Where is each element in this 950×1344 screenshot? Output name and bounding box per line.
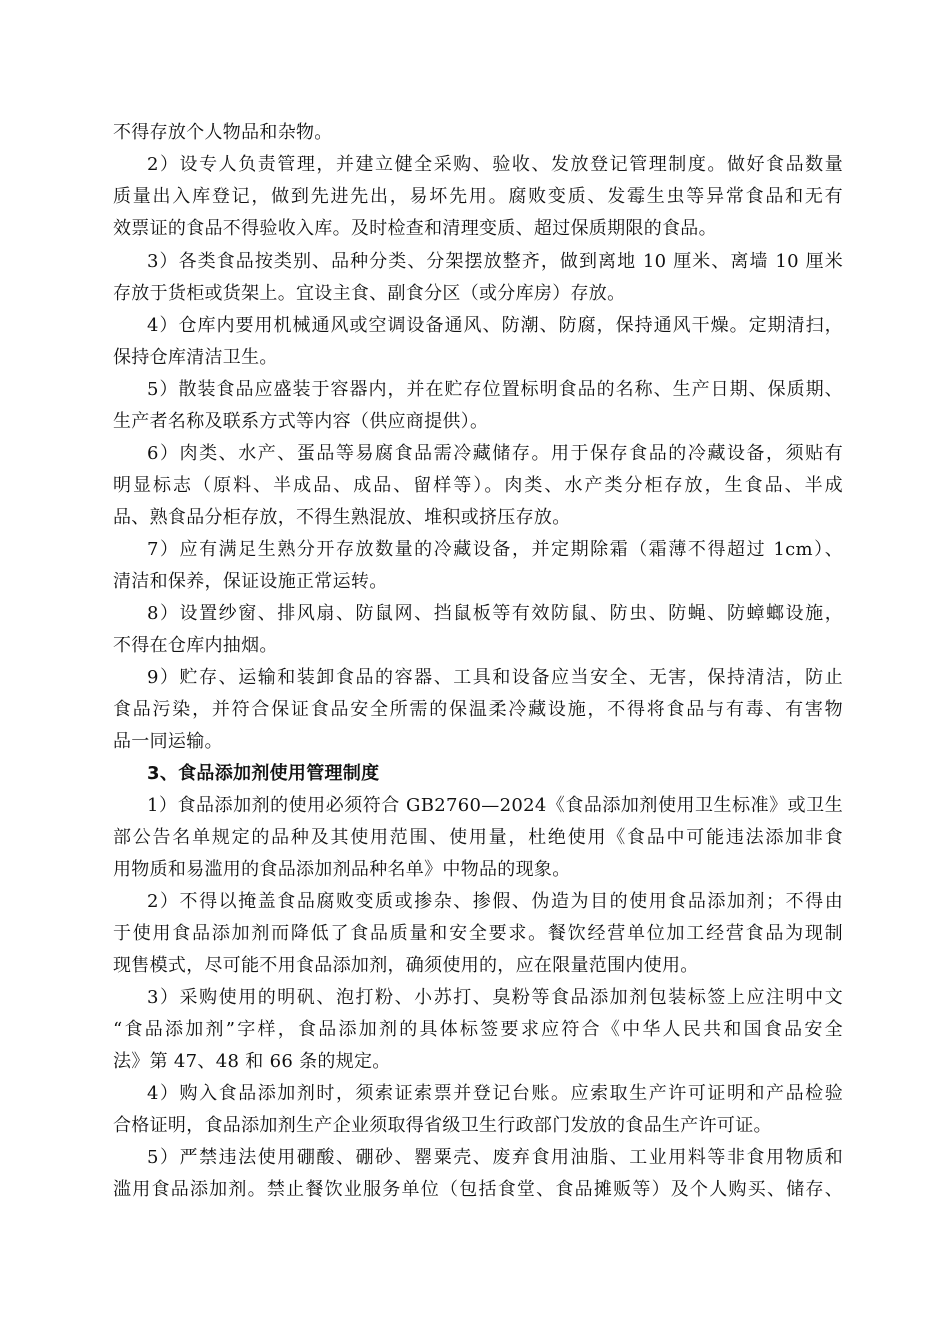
text-line: 5）严禁违法使用硼酸、硼砂、罂粟壳、废弃食用油脂、工业用料等非食用物质和 bbox=[147, 1147, 843, 1168]
text-line: 保持仓库清洁卫生。 bbox=[113, 347, 278, 368]
text-line: 3）各类食品按类别、品种分类、分架摆放整齐，做到离地 10 厘米、离墙 10 厘米 bbox=[147, 251, 843, 272]
text-line: “食品添加剂”字样，食品添加剂的具体标签要求应符合《中华人民共和国食品安全 bbox=[113, 1019, 843, 1040]
text-line: 食品污染，并符合保证食品安全所需的保温柔冷藏设施，不得将食品与有毒、有害物 bbox=[113, 699, 843, 720]
text-line: 法》第 47、48 和 66 条的规定。 bbox=[113, 1051, 391, 1072]
text-line: 品、熟食品分柜存放，不得生熟混放、堆积或挤压存放。 bbox=[113, 507, 571, 528]
text-line: 品一同运输。 bbox=[113, 731, 223, 752]
text-line: 质量出入库登记，做到先进先出，易坏先用。腐败变质、发霉生虫等异常食品和无有 bbox=[113, 186, 843, 207]
section-heading: 3、食品添加剂使用管理制度 bbox=[147, 763, 380, 784]
text-line: 滥用食品添加剂。禁止餐饮业服务单位（包括食堂、食品摊贩等）及个人购买、储存、 bbox=[113, 1179, 843, 1200]
text-line: 8）设置纱窗、排风扇、防鼠网、挡鼠板等有效防鼠、防虫、防蝇、防蟑螂设施， bbox=[147, 603, 843, 624]
text-line: 1）食品添加剂的使用必须符合 GB2760—2024《食品添加剂使用卫生标准》或卫生 bbox=[147, 795, 843, 816]
text-line: 于使用食品添加剂而降低了食品质量和安全要求。餐饮经营单位加工经营食品为现制 bbox=[113, 923, 843, 944]
text-line: 5）散装食品应盛装于容器内，并在贮存位置标明食品的名称、生产日期、保质期、 bbox=[147, 379, 843, 400]
text-line: 效票证的食品不得验收入库。及时检查和清理变质、超过保质期限的食品。 bbox=[113, 218, 717, 239]
text-line: 不得在仓库内抽烟。 bbox=[113, 635, 278, 656]
text-line: 合格证明，食品添加剂生产企业须取得省级卫生行政部门发放的食品生产许可证。 bbox=[113, 1115, 772, 1136]
text-line: 3）采购使用的明矾、泡打粉、小苏打、臭粉等食品添加剂包装标签上应注明中文 bbox=[147, 987, 843, 1008]
text-line: 存放于货柜或货架上。宜设主食、副食分区（或分库房）存放。 bbox=[113, 283, 626, 304]
text-line: 生产者名称及联系方式等内容（供应商提供）。 bbox=[113, 411, 489, 432]
text-line: 部公告名单规定的品种及其使用范围、使用量，杜绝使用《食品中可能违法添加非食 bbox=[113, 827, 843, 848]
text-line: 6）肉类、水产、蛋品等易腐食品需冷藏储存。用于保存食品的冷藏设备，须贴有 bbox=[147, 443, 843, 464]
text-line: 2）不得以掩盖食品腐败变质或掺杂、掺假、伪造为目的使用食品添加剂；不得由 bbox=[147, 891, 843, 912]
text-line: 清洁和保养，保证设施正常运转。 bbox=[113, 571, 388, 592]
text-line: 用物质和易滥用的食品添加剂品种名单》中物品的现象。 bbox=[113, 859, 571, 880]
text-line: 7）应有满足生熟分开存放数量的冷藏设备，并定期除霜（霜薄不得超过 1cm）、 bbox=[147, 539, 843, 560]
text-line: 现售模式，尽可能不用食品添加剂，确须使用的，应在限量范围内使用。 bbox=[113, 955, 699, 976]
text-line: 4）购入食品添加剂时，须索证索票并登记台账。应索取生产许可证明和产品检验 bbox=[147, 1083, 843, 1104]
text-line: 4）仓库内要用机械通风或空调设备通风、防潮、防腐，保持通风干燥。定期清扫， bbox=[147, 315, 843, 336]
text-line: 明显标志（原料、半成品、成品、留样等）。肉类、水产类分柜存放，生食品、半成 bbox=[113, 475, 843, 496]
text-line: 不得存放个人物品和杂物。 bbox=[113, 122, 333, 143]
text-line: 2）设专人负责管理，并建立健全采购、验收、发放登记管理制度。做好食品数量 bbox=[147, 154, 843, 175]
text-line: 9）贮存、运输和装卸食品的容器、工具和设备应当安全、无害，保持清洁，防止 bbox=[147, 667, 843, 688]
